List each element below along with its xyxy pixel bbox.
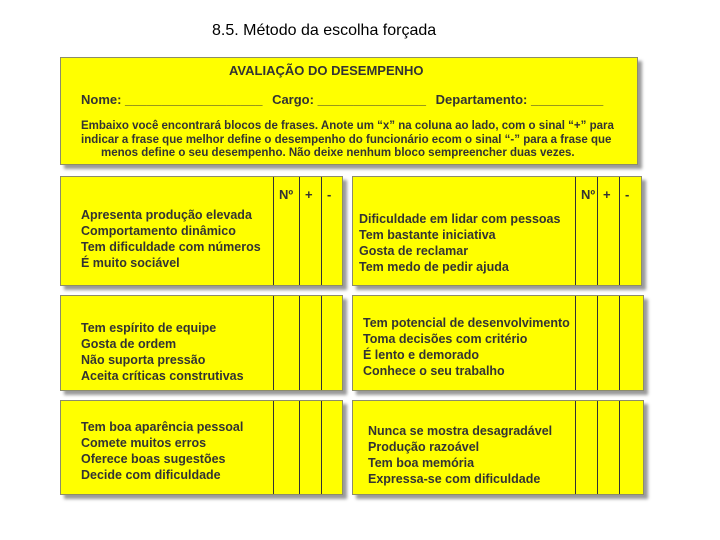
phrase-item: Gosta de reclamar <box>359 244 469 258</box>
instructions <box>81 120 641 161</box>
column-divider <box>299 401 300 494</box>
phrase-item: Não suporta pressão <box>81 353 206 367</box>
phrase-item: Tem potencial de desenvolvimento <box>363 316 570 330</box>
column-divider <box>575 401 576 494</box>
phrase-item: Tem bastante iniciativa <box>359 228 496 242</box>
phrase-block-4 <box>352 295 644 391</box>
phrase-item: Comportamento dinâmico <box>81 224 236 238</box>
phrase-item: Nunca se mostra desagradável <box>368 424 553 438</box>
phrase-block-1 <box>60 176 343 286</box>
column-divider <box>619 401 620 494</box>
number-column-header: Nº <box>581 187 596 202</box>
number-column-header: Nº <box>279 187 294 202</box>
minus-column-header: - <box>625 187 630 202</box>
phrase-item: Tem boa aparência pessoal <box>81 420 244 434</box>
column-divider <box>597 296 598 390</box>
phrase-item: É lento e demorado <box>363 348 479 362</box>
phrase-item: Comete muitos erros <box>81 436 207 450</box>
phrase-list <box>368 423 552 487</box>
phrase-item: Tem boa memória <box>368 456 475 470</box>
column-divider <box>619 296 620 390</box>
column-divider <box>321 177 322 285</box>
phrase-block-5 <box>60 400 343 495</box>
column-divider <box>299 296 300 390</box>
phrase-item: Apresenta produção elevada <box>81 208 252 222</box>
phrase-item: Aceita críticas construtivas <box>81 369 244 383</box>
phrase-item: Oferece boas sugestões <box>81 452 226 466</box>
column-divider <box>273 296 274 390</box>
column-divider <box>575 296 576 390</box>
column-divider <box>619 177 620 285</box>
phrase-item: Tem dificuldade com números <box>81 240 261 254</box>
phrase-item: Tem medo de pedir ajuda <box>359 260 509 274</box>
phrase-item: Tem espírito de equipe <box>81 321 217 335</box>
column-divider <box>273 401 274 494</box>
column-divider <box>299 177 300 285</box>
phrase-item: Expressa-se com dificuldade <box>368 472 541 486</box>
column-divider <box>597 177 598 285</box>
phrase-block-2 <box>352 176 642 286</box>
instruction-line: Embaixo você encontrará blocos de frases. Anote um “x” na coluna ao lado, com o sinal “+” para <box>81 120 614 132</box>
form-title: AVALIAÇÃO DO DESEMPENHO <box>229 63 424 78</box>
column-divider <box>273 177 274 285</box>
page-title: 8.5. Método da escolha forçada <box>212 22 437 39</box>
evaluation-header-box <box>60 57 638 165</box>
phrase-list <box>359 211 560 275</box>
column-divider <box>575 177 576 285</box>
name-field[interactable]: Nome: ___________________ <box>81 92 263 107</box>
department-field[interactable]: Departamento: __________ <box>435 92 604 107</box>
phrase-block-3 <box>60 295 343 391</box>
phrase-list <box>81 320 244 384</box>
phrase-item: Toma decisões com critério <box>363 332 528 346</box>
column-divider <box>321 296 322 390</box>
fields-line <box>81 92 609 107</box>
minus-column-header: - <box>327 187 332 202</box>
phrase-item: Dificuldade em lidar com pessoas <box>359 212 561 226</box>
plus-column-header: + <box>305 187 313 202</box>
instruction-line: menos define o seu desempenho. Não deixe nenhum bloco sempreencher duas vezes. <box>101 147 575 159</box>
phrase-list <box>81 207 261 271</box>
phrase-block-6 <box>352 400 644 495</box>
phrase-list <box>363 315 570 379</box>
phrase-item: Produção razoável <box>368 440 480 454</box>
phrase-list <box>81 419 243 483</box>
plus-column-header: + <box>603 187 611 202</box>
phrase-item: Conhece o seu trabalho <box>363 364 505 378</box>
instruction-line: indicar a frase que melhor define o desempenho do funcionário ecom o sinal “-” para a frase que <box>81 133 612 146</box>
phrase-item: Gosta de ordem <box>81 337 177 351</box>
role-field[interactable]: Cargo: _______________ <box>272 92 427 107</box>
phrase-item: Decide com dificuldade <box>81 468 221 482</box>
column-divider <box>597 401 598 494</box>
column-divider <box>321 401 322 494</box>
phrase-item: É muito sociável <box>81 256 180 270</box>
